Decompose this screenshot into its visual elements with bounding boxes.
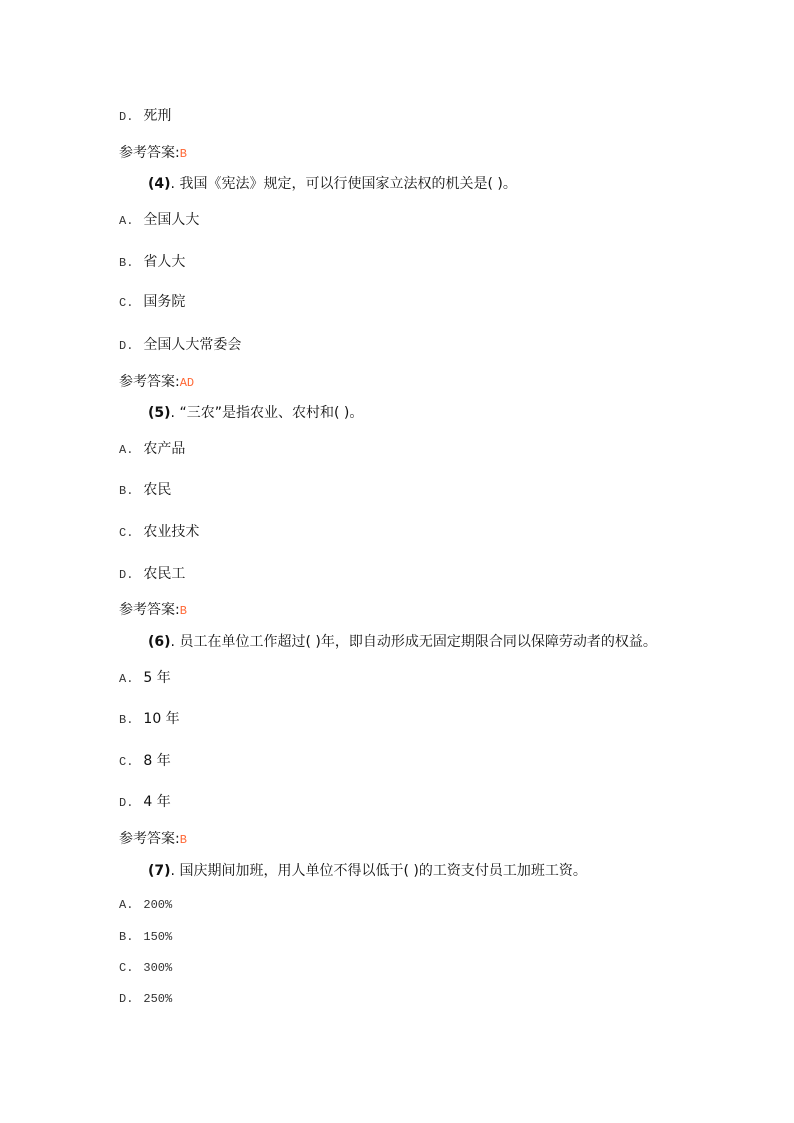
option	[119, 565, 185, 584]
reference-answer	[119, 373, 194, 392]
answer-label: 参考答案:	[119, 602, 180, 618]
option-letter: B.	[119, 713, 134, 727]
option-letter: D.	[119, 339, 134, 353]
option	[119, 293, 185, 312]
option-text: 农民	[143, 482, 172, 498]
question-text: . 我国《宪法》规定，可以行使国家立法权的机关是( )。	[170, 176, 517, 192]
option-letter: A.	[119, 898, 134, 912]
question-5	[148, 404, 363, 422]
question-number: (7)	[148, 863, 171, 879]
option	[119, 107, 171, 126]
option-letter: D.	[119, 796, 134, 810]
answer-value: B	[179, 833, 187, 847]
option	[119, 211, 199, 230]
option-text: 300%	[143, 961, 173, 975]
option-letter: D.	[119, 992, 134, 1006]
option	[119, 253, 185, 272]
option-text: 死刑	[143, 108, 172, 124]
option-letter: B.	[119, 484, 134, 498]
option	[119, 752, 171, 771]
option-text: 200%	[143, 898, 173, 912]
option-text: 250%	[143, 992, 173, 1006]
option	[119, 440, 185, 459]
option-letter: D.	[119, 568, 134, 582]
answer-value: B	[179, 147, 187, 161]
answer-label: 参考答案:	[119, 145, 180, 161]
question-6	[148, 633, 657, 651]
question-text: . 国庆期间加班，用人单位不得以低于( )的工资支付员工加班工资。	[170, 863, 587, 879]
reference-answer	[119, 601, 187, 620]
option	[119, 793, 171, 812]
question-number: (6)	[148, 634, 171, 650]
answer-value: AD	[179, 376, 195, 390]
option	[119, 989, 172, 1008]
option-text: 8 年	[143, 753, 171, 769]
option-text: 10 年	[143, 711, 180, 727]
option	[119, 958, 172, 977]
answer-value: B	[179, 604, 187, 618]
option-text: 国务院	[143, 294, 186, 310]
option	[119, 336, 241, 355]
option	[119, 481, 171, 500]
option-letter: C.	[119, 526, 134, 540]
question-7	[148, 862, 587, 880]
question-4	[148, 175, 517, 193]
reference-answer	[119, 830, 187, 849]
question-text: . “三农”是指农业、农村和( )。	[170, 405, 364, 421]
answer-label: 参考答案:	[119, 831, 180, 847]
option-letter: B.	[119, 256, 134, 270]
option-text: 省人大	[143, 254, 186, 270]
option-letter: C.	[119, 755, 134, 769]
option-letter: D.	[119, 110, 134, 124]
answer-label: 参考答案:	[119, 374, 180, 390]
option-text: 4 年	[143, 794, 171, 810]
option-letter: A.	[119, 214, 134, 228]
option-text: 5 年	[143, 670, 171, 686]
question-number: (4)	[148, 176, 171, 192]
option	[119, 523, 199, 542]
option	[119, 669, 171, 688]
option-text: 农业技术	[143, 524, 200, 540]
option	[119, 710, 180, 729]
option-letter: C.	[119, 961, 134, 975]
option-letter: A.	[119, 672, 134, 686]
option-letter: A.	[119, 443, 134, 457]
option-text: 150%	[143, 930, 173, 944]
option-text: 农产品	[143, 441, 186, 457]
option-letter: C.	[119, 296, 134, 310]
reference-answer	[119, 144, 187, 163]
option-letter: B.	[119, 930, 134, 944]
option-text: 全国人大常委会	[143, 337, 242, 353]
option-text: 农民工	[143, 566, 186, 582]
option	[119, 927, 172, 946]
question-text: . 员工在单位工作超过( )年，即自动形成无固定期限合同以保障劳动者的权益。	[170, 634, 657, 650]
option-text: 全国人大	[143, 212, 200, 228]
option	[119, 895, 172, 914]
question-number: (5)	[148, 405, 171, 421]
